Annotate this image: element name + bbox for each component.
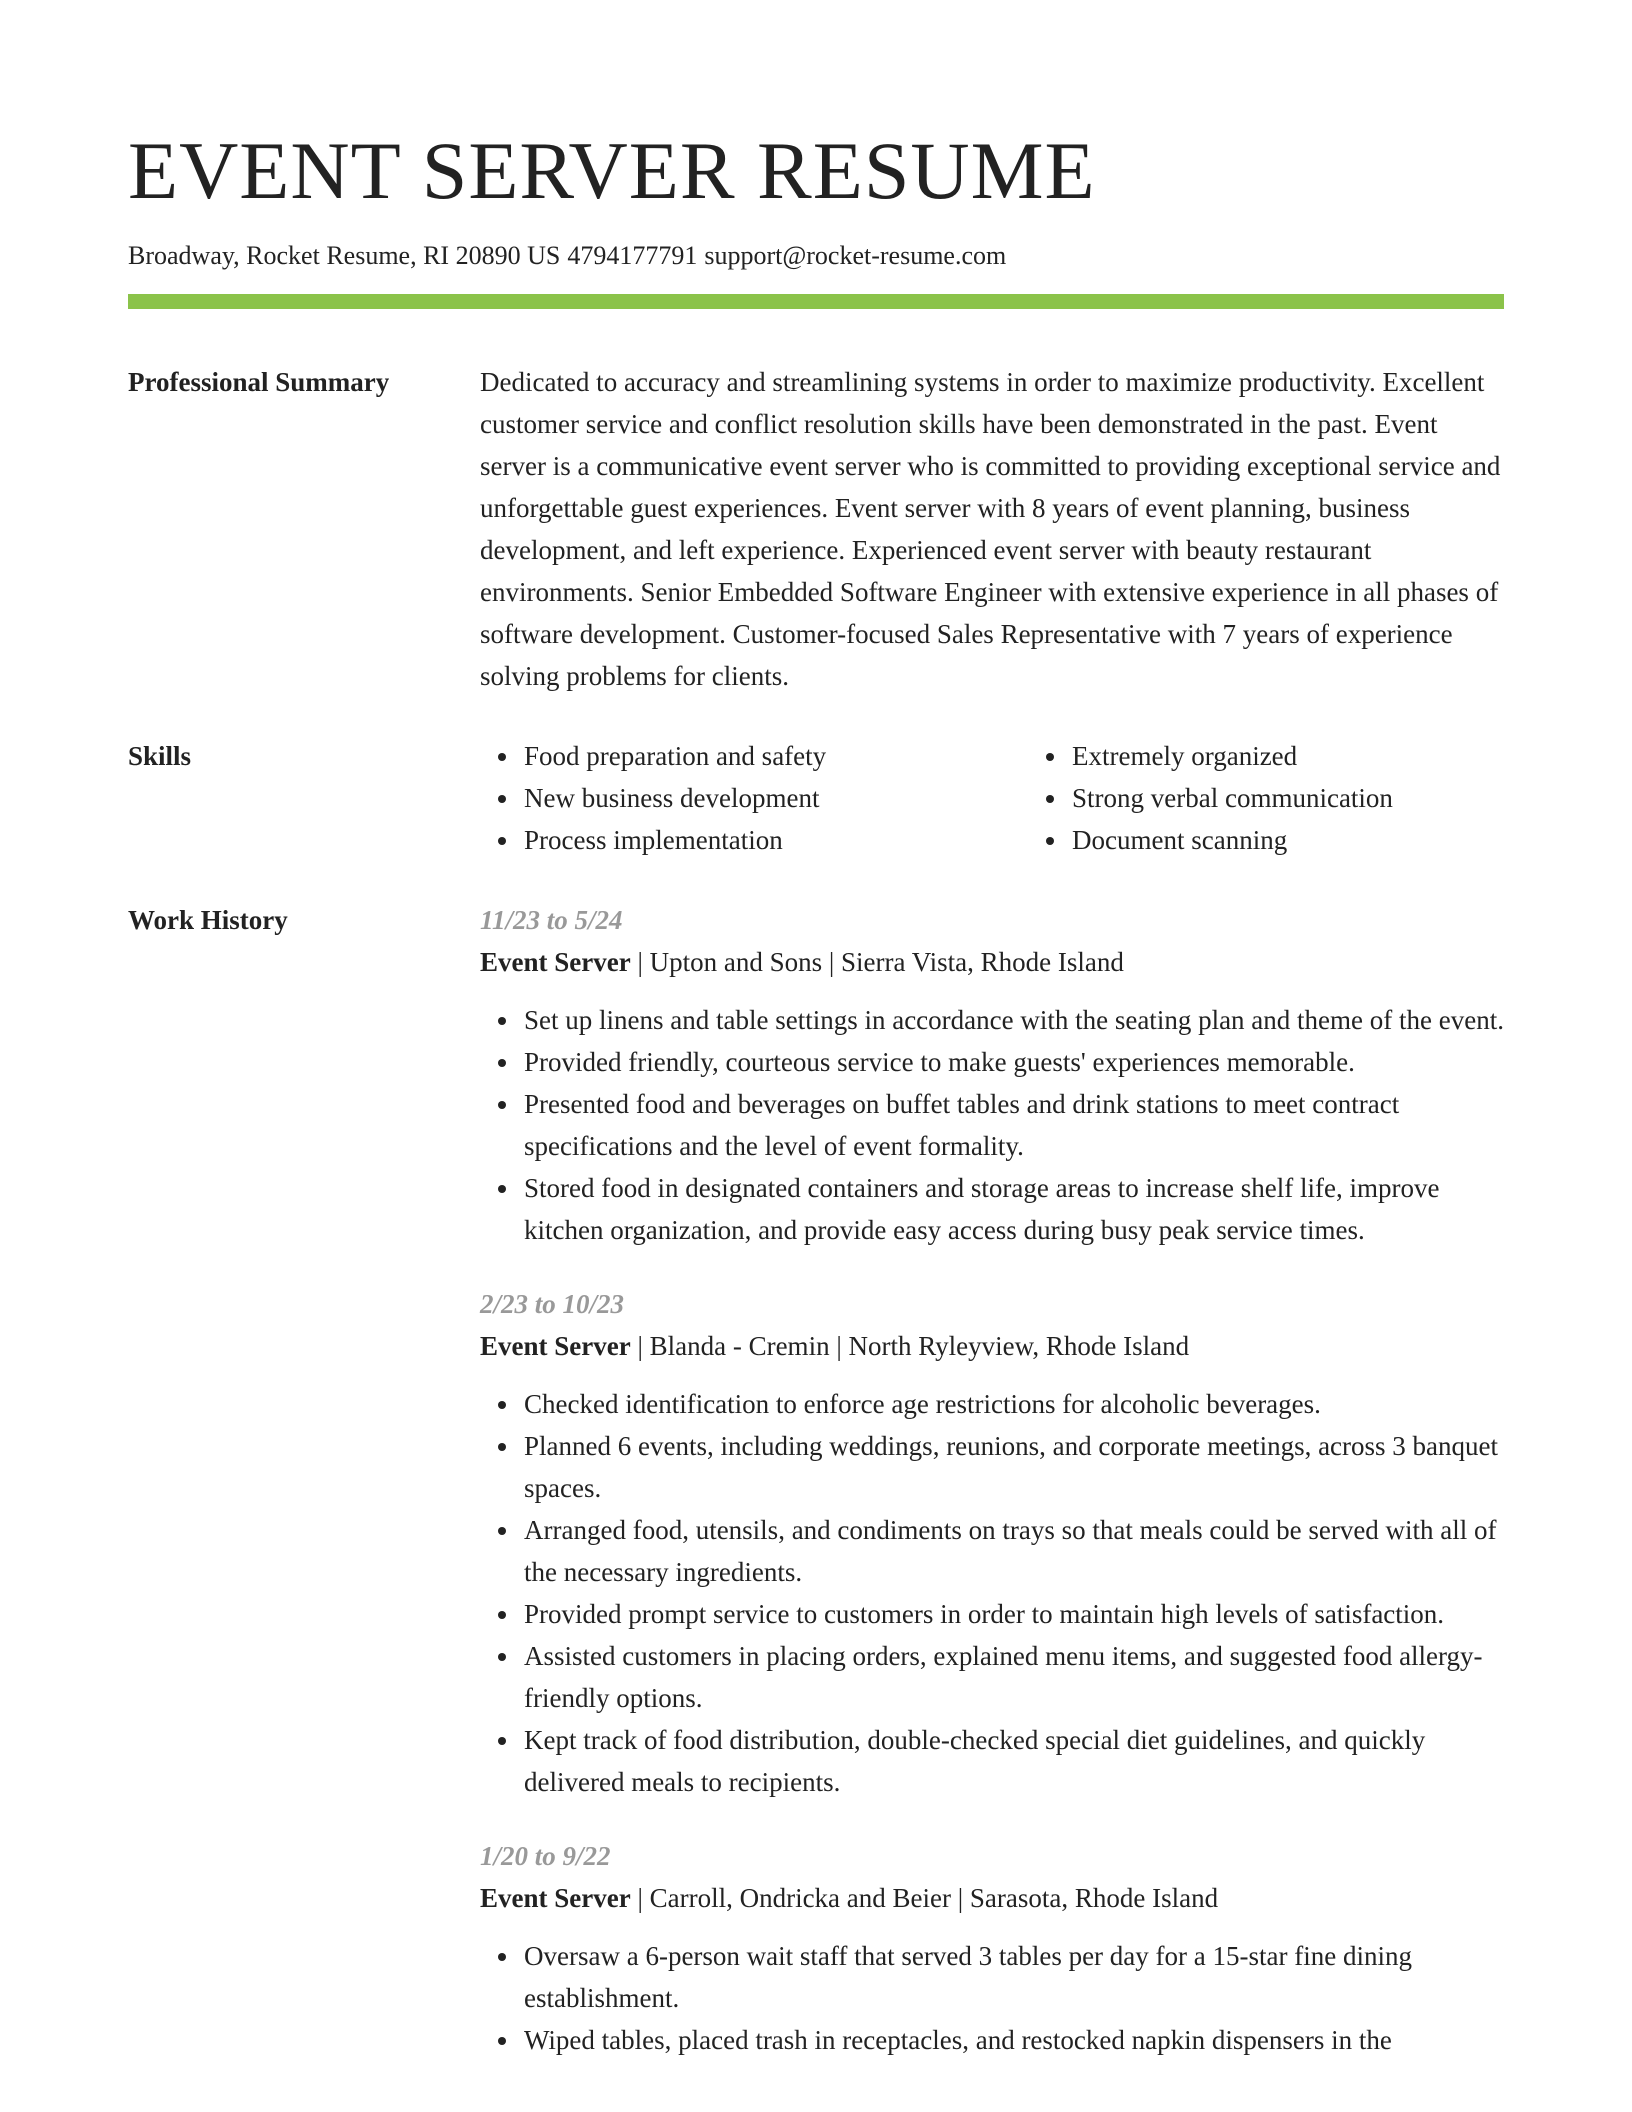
job-dates: 1/20 to 9/22 [480, 1841, 611, 1872]
job-bullet: Wiped tables, placed trash in receptacles, and restocked napkin dispensers in the [524, 2019, 1504, 2061]
job-bullet: Assisted customers in placing orders, explained menu items, and suggested food allergy-friendly options. [524, 1635, 1504, 1719]
skill-item: Strong verbal communication [1072, 777, 1576, 819]
header-divider [128, 294, 1504, 309]
skills-heading: Skills [128, 741, 192, 772]
job-bullet: Set up linens and table settings in accordance with the seating plan and theme of the event. [524, 999, 1504, 1041]
job-bullet: Arranged food, utensils, and condiments on trays so that meals could be served with all of the necessary ingredients. [524, 1509, 1504, 1593]
job-bullet: Checked identification to enforce age restrictions for alcoholic beverages. [524, 1383, 1504, 1425]
job-bullets [480, 999, 1504, 1251]
skill-item: New business development [524, 777, 1028, 819]
skills-column-right [1028, 735, 1576, 861]
contact-line [128, 240, 1504, 271]
job-bullet: Provided prompt service to customers in order to maintain high levels of satisfaction. [524, 1593, 1504, 1635]
job-entry [480, 1835, 1504, 2061]
skills-column-left [480, 735, 1028, 861]
job-bullet: Provided friendly, courteous service to make guests' experiences memorable. [524, 1041, 1504, 1083]
skill-item: Extremely organized [1072, 735, 1576, 777]
job-dates: 11/23 to 5/24 [480, 905, 623, 936]
job-bullet: Presented food and beverages on buffet tables and drink stations to meet contract specifications and the level of event formality. [524, 1083, 1504, 1167]
job-header [480, 1325, 1504, 1367]
contact-address: Broadway, Rocket Resume, RI 20890 US [128, 241, 561, 270]
skill-item: Process implementation [524, 819, 1028, 861]
contact-phone: 4794177791 [567, 241, 698, 270]
job-details: | Blanda - Cremin | North Ryleyview, Rhode Island [630, 1331, 1190, 1362]
job-title: Event Server [480, 1883, 631, 1914]
job-bullet: Planned 6 events, including weddings, reunions, and corporate meetings, across 3 banquet spaces. [524, 1425, 1504, 1509]
job-title: Event Server [480, 947, 631, 978]
job-header [480, 1877, 1504, 1919]
work-history-body [480, 899, 1504, 2093]
summary-text: Dedicated to accuracy and streamlining systems in order to maximize productivity. Excellent customer service and conflict resolution skills have been demonstrated in the past. Event server is a communicative event server who is committed to providing exceptional service and unforgettable guest experiences. Event server with 8 years of event planning, business development, and left experience. Experienced event server with beauty restaurant environments. Senior Embedded Software Engineer with extensive experience in all phases of software development. Customer-focused Sales Representative with 7 years of experience solving problems for clients. [480, 367, 1501, 692]
skill-item: Food preparation and safety [524, 735, 1028, 777]
job-header [480, 941, 1504, 983]
job-details: | Carroll, Ondricka and Beier | Sarasota, Rhode Island [630, 1883, 1219, 1914]
skill-item: Document scanning [1072, 819, 1576, 861]
job-entry [480, 899, 1504, 1251]
contact-email: support@rocket-resume.com [704, 241, 1007, 270]
job-bullets [480, 1935, 1504, 2061]
resume-title: EVENT SERVER RESUME [128, 125, 1096, 216]
job-dates: 2/23 to 10/23 [480, 1289, 625, 1320]
job-title: Event Server [480, 1331, 631, 1362]
job-bullets [480, 1383, 1504, 1803]
work-history-section [128, 899, 1504, 2093]
job-entry [480, 1283, 1504, 1803]
job-bullet: Oversaw a 6-person wait staff that served 3 tables per day for a 15-star fine dining establishment. [524, 1935, 1504, 2019]
job-bullet: Kept track of food distribution, double-checked special diet guidelines, and quickly delivered meals to recipients. [524, 1719, 1504, 1803]
summary-heading: Professional Summary [128, 367, 390, 398]
job-details: | Upton and Sons | Sierra Vista, Rhode Island [630, 947, 1124, 978]
skills-section [128, 735, 1504, 861]
job-bullet: Stored food in designated containers and storage areas to increase shelf life, improve kitchen organization, and provide easy access during busy peak service times. [524, 1167, 1504, 1251]
resume-page [128, 118, 1504, 2093]
summary-section [128, 361, 1504, 697]
skills-grid [480, 735, 1576, 861]
work-history-heading: Work History [128, 905, 288, 936]
